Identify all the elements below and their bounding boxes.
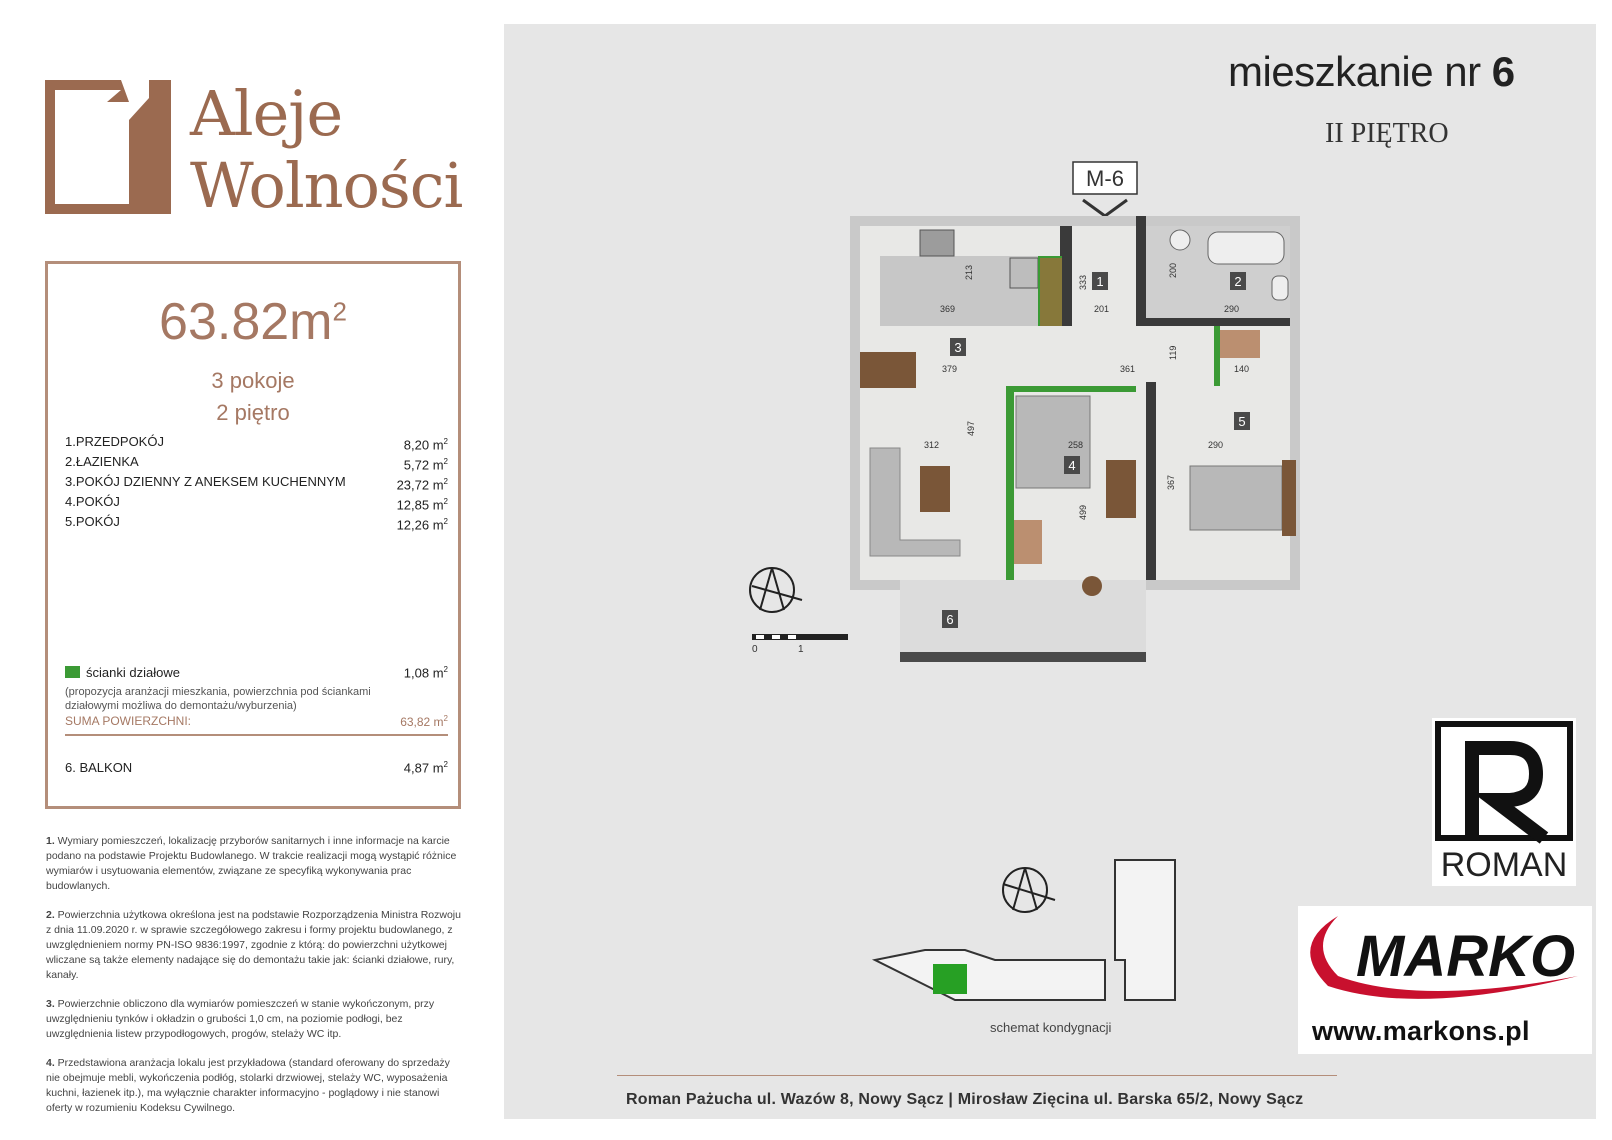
balcony-label: 6. BALKON (65, 760, 133, 775)
room-number: 2 (1234, 274, 1242, 289)
brand-line-1: Aleje (190, 77, 343, 150)
note-text: Powierzchnie obliczono dla wymiarów pomieszczeń w stanie wykończonym, przy uwzględnieniu tynków i okładzin o grubości 1,0 cm, na poziomie podłogi, bez uwzględnienia listew przypodłogowych, progów, stelaży WC itp. (46, 998, 435, 1040)
room-area (397, 472, 448, 492)
floor-level: 2 piętro (216, 400, 290, 425)
scale-label: 0 (752, 644, 758, 655)
wardrobe-icon (1014, 520, 1042, 564)
room-name: 4.POKÓJ (65, 494, 120, 509)
room-number: 6 (946, 612, 954, 627)
apartment-info-box (45, 261, 461, 809)
sum-row (65, 714, 448, 736)
apartment-title-prefix: mieszkanie nr (1228, 48, 1492, 95)
note-item (46, 834, 466, 894)
dimension-label: 290 (1224, 304, 1240, 314)
unit-tag: M-6 (1086, 166, 1124, 191)
dimension-label: 497 (966, 420, 976, 436)
note-number: 2. (46, 909, 55, 921)
dimension-label: 361 (1120, 364, 1136, 374)
cooktop-icon (920, 230, 954, 256)
apartment-location-marker (933, 964, 967, 994)
dimension-label: 140 (1234, 364, 1250, 374)
site-plan-caption: schemat kondygnacji (990, 1020, 1112, 1035)
note-item (46, 908, 466, 983)
balcony-row (65, 760, 448, 775)
balcony-area (900, 580, 1146, 662)
room-area (397, 512, 448, 532)
coffee-table-icon (920, 466, 950, 512)
room-name: 2.ŁAZIENKA (65, 454, 139, 469)
marko-logo-text: MARKO (1356, 924, 1576, 989)
building-wing-icon (875, 950, 1105, 1000)
wall-segment (1146, 318, 1290, 326)
dimension-label: 499 (1078, 504, 1088, 520)
dimension-label: 119 (1168, 345, 1178, 360)
scale-bar (752, 634, 848, 655)
marko-logo-icon (1298, 906, 1592, 1016)
room-number: 5 (1238, 414, 1246, 429)
partition-legend-icon (65, 666, 80, 678)
scale-label: 1 (798, 644, 804, 655)
room-name: 5.POKÓJ (65, 514, 120, 529)
room-row (65, 472, 448, 492)
dimension-label: 369 (940, 304, 956, 314)
side-table-icon (1082, 576, 1102, 596)
room-area-unit: 2 (443, 497, 448, 506)
brand-name (190, 78, 462, 222)
partition-label-text: ścianki działowe (86, 665, 180, 680)
balcony-area-value: 4,87 m (403, 760, 444, 776)
note-text: Przedstawiona aranżacja lokalu jest przykładowa (standard oferowany do sprzedaży nie obejmuje mebli, wykończenia podłóg, stolarki drzwiowej, stelaży WC, wyposażenia kuchni, łazienek itp.), ma wyłącznie charakter informacyjno - poglądowy i nie stanowi oferty w rozumieniu Kodeksu Cywilnego. (46, 1057, 450, 1114)
room-row (65, 432, 448, 452)
room-number: 1 (1096, 274, 1104, 289)
balcony-area (404, 760, 448, 775)
building-wing-icon (1115, 860, 1175, 1000)
dimension-label: 312 (924, 440, 940, 450)
entrance-arrow-icon (1083, 200, 1127, 216)
room-area-unit: 2 (443, 517, 448, 526)
dimension-label: 379 (942, 364, 958, 374)
marko-website: www.markons.pl (1312, 1016, 1530, 1046)
sum-area-unit: 2 (443, 714, 448, 723)
site-plan-drawing (875, 850, 1245, 1030)
total-area (48, 292, 458, 352)
room-area-value: 12,26 m (396, 517, 444, 533)
partition-wall (1006, 386, 1014, 580)
toilet-icon (1272, 276, 1288, 300)
room-row (65, 512, 448, 532)
note-item (46, 1056, 466, 1116)
dimension-label: 290 (1208, 440, 1224, 450)
note-text: Powierzchnia użytkowa określona jest na podstawie Rozporządzenia Ministra Rozwoju z dnia 11.09.2020 r. w sprawie szczegółowego zakresu i formy projektu budowlanego, z uwzględnieniem normy PN-ISO 9836:1997, zgodnie z którą: do powierzchni użytkowej wliczane są także elementy nadające się do demontażu takie jak: ścianki działowe, rury, kanały. (46, 909, 461, 981)
room-area-unit: 2 (443, 457, 448, 466)
sum-label: SUMA POWIERZCHNI: (65, 714, 192, 728)
room-area (397, 492, 448, 512)
room-area-unit: 2 (443, 437, 448, 446)
partition-area-value: 1,08 m (403, 665, 444, 681)
partition-row (65, 665, 448, 680)
bathtub-icon (1208, 232, 1284, 264)
dimension-label: 367 (1166, 474, 1176, 490)
room-name: 3.POKÓJ DZIENNY Z ANEKSEM KUCHENNYM (65, 474, 346, 489)
apartment-number: 6 (1491, 48, 1515, 95)
roman-logo (1432, 718, 1576, 886)
room-area (404, 452, 448, 472)
footer-contacts: Roman Pażucha ul. Wazów 8, Nowy Sącz | Mirosław Zięcina ul. Barska 65/2, Nowy Sącz (626, 1091, 1304, 1108)
room-area-unit: 2 (443, 477, 448, 486)
sink-icon (1010, 258, 1038, 288)
balcony-edge (900, 652, 1146, 662)
brand-line-2: Wolności (190, 149, 463, 222)
room-list (65, 432, 448, 532)
desk-icon (1106, 460, 1136, 518)
partition-note: (propozycja aranżacji mieszkania, powierzchnia pod ściankami działowymi możliwa do demontażu/wyburzenia) (65, 686, 371, 712)
floor-title: II PIĘTRO (1325, 118, 1449, 149)
note-number: 4. (46, 1057, 55, 1069)
apartment-title (1228, 48, 1515, 96)
floorplan-drawing (752, 160, 1360, 690)
washbasin-icon (1170, 230, 1190, 250)
room-row (65, 452, 448, 472)
wardrobe-icon (1220, 330, 1260, 358)
dimension-label: 213 (964, 264, 974, 280)
double-bed-icon (1190, 466, 1282, 530)
site-north-arrow-icon (1003, 868, 1055, 912)
room-name: 1.PRZEDPOKÓJ (65, 434, 164, 449)
partition-wall (1214, 326, 1220, 386)
total-area-unit: 2 (332, 296, 347, 327)
footer-divider (617, 1075, 1337, 1076)
note-item (46, 997, 466, 1042)
headboard-icon (1282, 460, 1296, 536)
room-area-value: 5,72 m (403, 457, 444, 473)
balcony-area-unit: 2 (443, 760, 448, 769)
room-number: 4 (1068, 458, 1076, 473)
room-area-value: 8,20 m (403, 437, 444, 453)
wardrobe-icon (1040, 258, 1062, 326)
room-area-value: 12,85 m (396, 497, 444, 513)
sum-area-value: 63,82 m (400, 715, 444, 729)
note-number: 3. (46, 998, 55, 1010)
room-number: 3 (954, 340, 962, 355)
note-text: Wymiary pomieszczeń, lokalizację przyborów sanitarnych i inne informacje na karcie podano na podstawie Projektu Budowlanego. W trakcie realizacji mogą wystąpić różnice wymiarów i usytuowania elementów, związane ze specyfiką wykonywania prac budowlanych. (46, 835, 457, 892)
partition-area (404, 665, 448, 680)
legal-notes (46, 834, 466, 1130)
room-area-value: 23,72 m (396, 477, 444, 493)
brand-logo-icon (45, 80, 171, 214)
partition-label (65, 665, 180, 680)
dimension-label: 201 (1094, 304, 1110, 314)
note-number: 1. (46, 835, 55, 847)
dimension-label: 258 (1068, 440, 1084, 450)
partition-wall (1006, 386, 1136, 392)
dimension-label: 333 (1078, 274, 1088, 290)
dimension-label: 200 (1168, 262, 1178, 278)
partition-area-unit: 2 (443, 665, 448, 674)
wall-segment (1136, 216, 1146, 326)
marko-logo (1298, 906, 1592, 1054)
total-area-value: 63.82m (159, 293, 333, 351)
wall-segment (1146, 382, 1156, 580)
roman-logo-text: ROMAN (1440, 846, 1568, 884)
roman-logo-icon (1432, 718, 1576, 886)
rooms-count: 3 pokoje (211, 368, 295, 393)
sum-area (400, 714, 448, 729)
room-area (404, 432, 448, 452)
dining-table-icon (860, 352, 916, 388)
room-row (65, 492, 448, 512)
